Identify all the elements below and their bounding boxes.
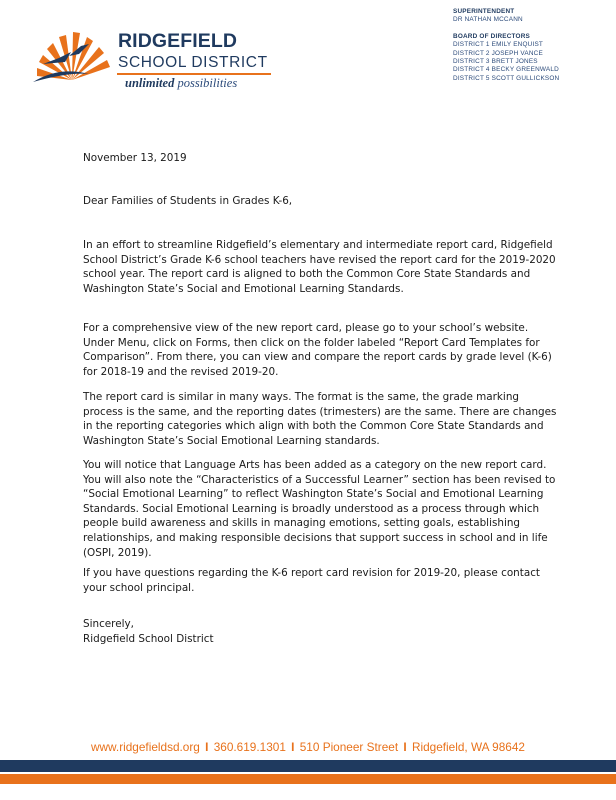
- paragraph-text: You will notice that Language Arts has been added as a category on the new report card. You will also note the “Characteristics of a Successful Learner” section has been revised to “Social Emotional Learning” to reflect Washington State’s Social and Emotional Learning Standards. Social Emotional Learning is broadly understood as a process through which people build awareness and skills in managing emotions, setting goals, establishing relationships, and making responsible decisions that support success in school and in life (OSPI, 2019).: [83, 459, 556, 559]
- letter-paragraph: [83, 390, 561, 448]
- logo-tagline-rest: possibilities: [174, 76, 238, 90]
- letter-paragraph: [83, 566, 561, 595]
- board-member: DISTRICT 4 BECKY GREENWALD: [453, 66, 559, 74]
- signature-text: Ridgefield School District: [83, 632, 214, 645]
- letter-closing: [83, 617, 214, 646]
- logo-divider: [117, 73, 271, 75]
- paragraph-text: If you have questions regarding the K-6 report card revision for 2019-20, please contact your school principal.: [83, 567, 540, 594]
- logo-district: SCHOOL DISTRICT: [118, 54, 268, 71]
- footer-address: 510 Pioneer Street: [299, 740, 399, 754]
- paragraph-text: The report card is similar in many ways. The format is the same, the grade marking process is the same, and the reporting dates (trimesters) are the same. There are changes in the reporting categories which align with both the Common Core State Standards and Washington State’s Social Emotional Learning standards.: [83, 391, 557, 447]
- footer-separator: I: [291, 740, 295, 754]
- footer-city: Ridgefield, WA 98642: [411, 740, 525, 754]
- board-member: DISTRICT 3 BRETT JONES: [453, 58, 538, 66]
- footer-separator: I: [205, 740, 209, 754]
- sunburst-logo-icon: [29, 22, 115, 84]
- logo-tagline: [125, 76, 237, 91]
- footer-band-orange: [0, 774, 616, 784]
- footer-separator: I: [403, 740, 407, 754]
- letter-paragraph: [83, 321, 561, 379]
- logo-name: RIDGEFIELD: [118, 30, 238, 52]
- closing-text: Sincerely,: [83, 618, 134, 630]
- logo-tagline-bold: unlimited: [125, 76, 175, 90]
- letter-salutation: Dear Families of Students in Grades K-6,: [83, 195, 293, 207]
- district-logo: [29, 22, 279, 90]
- footer-band-navy: [0, 760, 616, 772]
- board-heading: BOARD OF DIRECTORS: [453, 32, 530, 40]
- board-member: DISTRICT 1 EMILY ENQUIST: [453, 41, 544, 49]
- paragraph-text: For a comprehensive view of the new report card, please go to your school’s website. Under Menu, click on Forms, then click on the folder labeled “Report Card Templates for Comparison”. From there, you can view and compare the report cards by grade level (K-6) for 2018-19 and the revised 2019-20.: [83, 322, 552, 378]
- officials-list: [453, 8, 559, 83]
- letter-paragraph: [83, 238, 561, 296]
- officials-spacer: [453, 25, 559, 33]
- board-member: DISTRICT 5 SCOTT GULLICKSON: [453, 74, 560, 82]
- superintendent-name: DR NATHAN MCCANN: [453, 16, 523, 24]
- paragraph-text: In an effort to streamline Ridgefield’s elementary and intermediate report card, Ridgefield School District’s Grade K-6 school teachers have revised the report card for the 2019-2020 school year. The report card is aligned to both the Common Core State Standards and Washington State’s Social and Emotional Learning Standards.: [83, 239, 556, 295]
- footer-phone: 360.619.1301: [213, 740, 286, 754]
- footer-contact: [0, 740, 616, 754]
- footer-website-link[interactable]: www.ridgefieldsd.org: [91, 740, 200, 754]
- letter-date: November 13, 2019: [83, 152, 187, 164]
- board-member: DISTRICT 2 JOSEPH VANCE: [453, 49, 543, 57]
- superintendent-heading: SUPERINTENDENT: [453, 8, 515, 15]
- letter-paragraph: [83, 458, 561, 560]
